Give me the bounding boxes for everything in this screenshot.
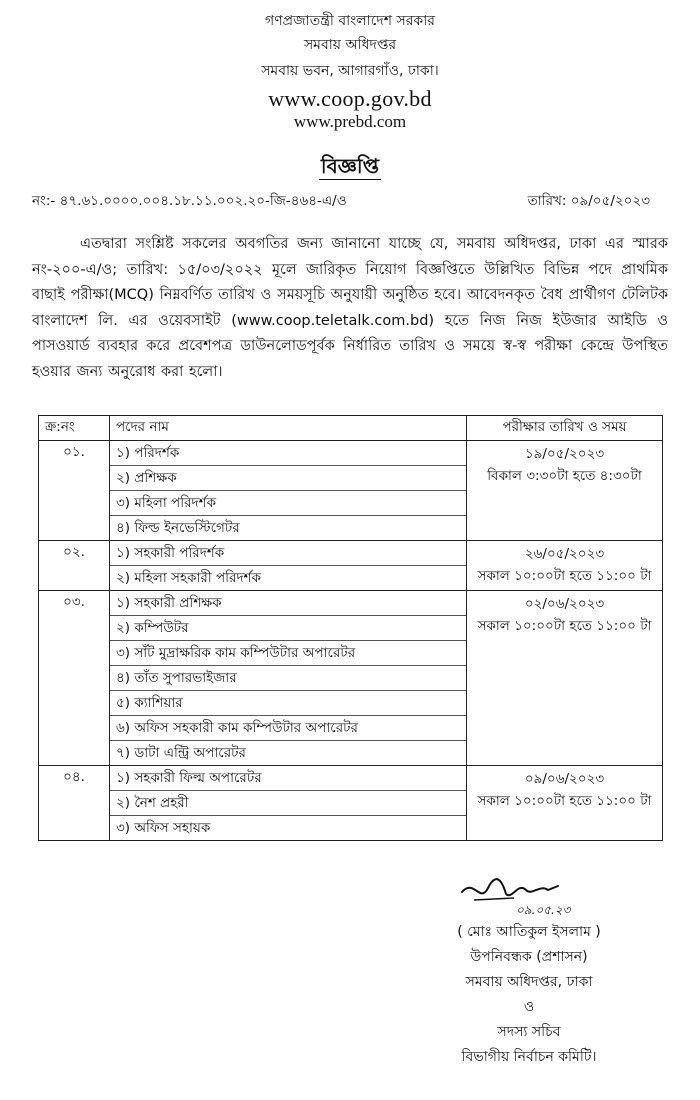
- row-serial: ০১.: [39, 441, 110, 541]
- row-exam-time: [467, 541, 663, 591]
- notice-date: তারিখ: ০৯/০৫/২০২৩: [527, 193, 650, 209]
- exam-date: ০২/০৬/২০২৩: [524, 596, 605, 612]
- notice-title-text: বিজ্ঞপ্তি: [320, 154, 380, 178]
- header-serial: ক্র:নং: [39, 416, 110, 441]
- row-serial: ০৩.: [39, 591, 110, 766]
- signature-block: [414, 870, 644, 1070]
- row-serial: ০২.: [39, 541, 110, 591]
- post-item: ৭) ডাটা এন্ট্রি অপারেটর: [116, 745, 246, 761]
- post-item: ২) কম্পিউটর: [110, 616, 466, 641]
- post-item: ২) নৈশ প্রহরী: [110, 791, 466, 816]
- office-header: [0, 10, 700, 132]
- exam-time: বিকাল ৩:৩০টা হতে ৪:৩০টা: [487, 468, 642, 484]
- signature-scribble-icon: [454, 870, 604, 920]
- exam-time: সকাল ১০:০০টা হতে ১১:০০ টা: [477, 568, 652, 584]
- row-serial: ০৪.: [39, 766, 110, 841]
- signatory-name: ( মোঃ আতিকুল ইসলাম ): [457, 924, 601, 940]
- post-item: ৩) মহিলা পরিদর্শক: [110, 491, 466, 516]
- office-address: সমবায় ভবন, আগারগাঁও, ঢাকা।: [261, 63, 439, 79]
- exam-time: সকাল ১০:০০টা হতে ১১:০০ টা: [477, 618, 652, 634]
- header-post: পদের নাম: [110, 416, 467, 441]
- post-item: ৪) তাঁত সুপারভাইজার: [110, 666, 466, 691]
- signatory-role: সদস্য সচিব: [497, 1024, 561, 1040]
- post-item: ৬) অফিস সহকারী কাম কম্পিউটার অপারেটর: [110, 716, 466, 741]
- signatory-conjunction: ও: [523, 999, 535, 1015]
- memo-number: নং:- ৪৭.৬১.০০০০.০০৪.১৮.১১.০০২.২০-জি-৪৬৪-এ/ও: [32, 193, 347, 209]
- exam-date: ১৯/০৫/২০২৩: [524, 446, 605, 462]
- post-item: ২) মহিলা সহকারী পরিদর্শক: [116, 570, 261, 586]
- post-item: ১) সহকারী পরিদর্শক: [110, 541, 466, 566]
- website-secondary: www.prebd.com: [293, 112, 407, 131]
- exam-time: সকাল ১০:০০টা হতে ১১:০০ টা: [477, 793, 652, 809]
- notice-title: [0, 152, 700, 185]
- post-item: ৪) ফিল্ড ইনভেস্টিগেটর: [116, 520, 240, 536]
- notice-body: এতদ্বারা সংশ্লিষ্ট সকলের অবগতির জন্য জানানো যাচ্ছে যে, সমবায় অধিদপ্তর, ঢাকা এর স্মারক নং-২০০-এ/ও; তারিখ: ১৫/০৩/২০২২ মূলে জারিকৃত নিয়োগ বিজ্ঞপ্তিতে উল্লিখিত বিভিন্ন পদে প্রাথমিক বাছাই পরীক্ষা(MCQ) নিম্নবর্ণিত তারিখ ও সময়সূচি অনুযায়ী অনুষ্ঠিত হবে। আবেদনকৃত বৈধ প্রার্থীগণ টেলিটক বাংলাদেশ লি. এর ওয়েবসাইট (www.coop.teletalk.com.bd) হতে নিজ নিজ ইউজার আইডি ও পাসওয়ার্ড ব্যবহার করে প্রবেশপত্র ডাউনলোডপূর্বক নির্ধারিত তারিখ ও সময়ে স্ব-স্ব পরীক্ষা কেন্দ্রে উপস্থিত হওয়ার জন্য অনুরোধ করা হলো।: [32, 236, 668, 380]
- post-item: ১) পরিদর্শক: [110, 441, 466, 466]
- department-name: সমবায় অধিদপ্তর: [303, 37, 397, 53]
- website-primary: www.coop.gov.bd: [268, 86, 432, 111]
- signatory-committee: বিভাগীয় নির্বাচন কমিটি।: [461, 1049, 597, 1065]
- post-item: ১) সহকারী ফিল্ম অপারেটর: [110, 766, 466, 791]
- row-posts: [110, 441, 467, 541]
- exam-date: ২৬/০৫/২০২৩: [524, 546, 605, 562]
- signatory-office: সমবায় অধিদপ্তর, ঢাকা: [465, 974, 593, 990]
- row-posts: [110, 766, 467, 841]
- row-exam-time: [467, 441, 663, 541]
- table-header-row: [39, 416, 663, 441]
- table-row: [39, 541, 663, 591]
- table-row: [39, 441, 663, 541]
- post-item: ৩) অফিস সহায়ক: [116, 820, 211, 836]
- row-posts: [110, 591, 467, 766]
- row-exam-time: [467, 766, 663, 841]
- post-item: ৩) সাঁট মুদ্রাক্ষরিক কাম কম্পিউটার অপারেটর: [110, 641, 466, 666]
- exam-date: ০৯/০৬/২০২৩: [524, 771, 605, 787]
- table-row: [39, 766, 663, 841]
- table-row: [39, 591, 663, 766]
- row-exam-time: [467, 591, 663, 766]
- post-item: ২) প্রশিক্ষক: [110, 466, 466, 491]
- row-posts: [110, 541, 467, 591]
- header-exam-time: পরীক্ষার তারিখ ও সময়: [467, 416, 663, 441]
- handwritten-signature: [414, 870, 644, 920]
- signatory-designation: উপনিবন্ধক (প্রশাসন): [470, 949, 588, 965]
- post-item: ১) সহকারী প্রশিক্ষক: [110, 591, 466, 616]
- govt-name: গণপ্রজাতন্ত্রী বাংলাদেশ সরকার: [265, 13, 435, 29]
- post-item: ৫) ক্যাশিয়ার: [110, 691, 466, 716]
- signature-date: ০৯.০৫.২৩: [516, 903, 571, 917]
- exam-schedule-table: [38, 415, 663, 841]
